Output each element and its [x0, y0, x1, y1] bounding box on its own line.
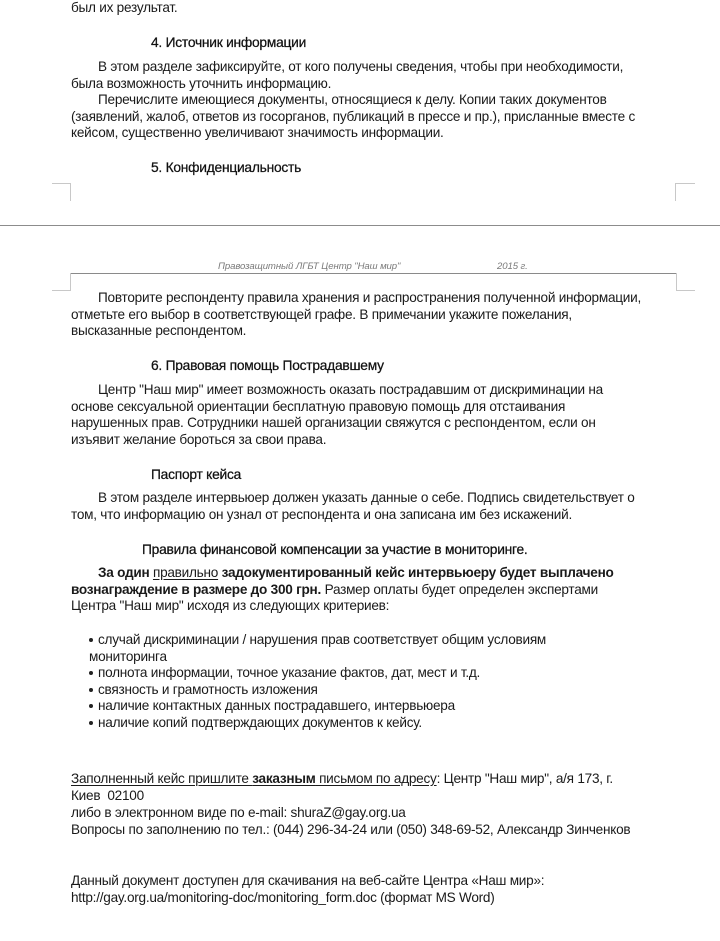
text-fragment: Заполненный кейс пришлите [71, 771, 253, 786]
section-6-body [71, 382, 675, 448]
list-item: полнота информации, точное указание фактов, дат, мест и т.д. [71, 665, 591, 682]
criteria-list [71, 632, 591, 732]
text-fragment: задокументированный кейс интервьюеру будет выплачено [218, 565, 614, 580]
page-break-separator [0, 225, 720, 226]
page-header-rule [70, 273, 677, 274]
text-line: Центр "Наш мир" имеет возможность оказать пострадавшим от дискриминации на [98, 382, 603, 397]
margin-corner-mark [675, 183, 695, 201]
phones-line: Вопросы по заполнению по тел.: (044) 296-34-24 или (050) 348-69-52, Александр Зинченков [71, 822, 631, 837]
text-fragment: Размер оплаты будет определен экспертами [321, 581, 598, 597]
page-header-year: 2015 г. [497, 261, 528, 272]
list-item: наличие контактных данных пострадавшего, интервьюера [71, 698, 591, 715]
bullet-icon [89, 688, 93, 692]
text-line: кейсом, существенно увеличивают значимость информации. [71, 125, 444, 141]
page-header-organization: Правозащитный ЛГБТ Центр "Наш мир" [218, 261, 401, 272]
email-line[interactable]: либо в электронном виде по e-mail: shuraZ@gay.org.ua [71, 805, 406, 820]
margin-corner-mark [52, 273, 71, 291]
text-line: была возможность уточнить информацию. [71, 75, 332, 91]
bullet-icon [89, 704, 93, 708]
text-line: изъявит желание бороться за свои права. [71, 431, 327, 447]
section-5-body [71, 290, 675, 340]
passport-body [71, 490, 675, 523]
text-line: Перечислите имеющиеся документы, относящиеся к делу. Копии таких документов [98, 92, 607, 107]
text-line: (заявлений, жалоб, ответов из госорганов, публикаций в прессе и пр.), присланные вместе с [71, 108, 635, 124]
previous-paragraph-tail: был их результат. [71, 0, 178, 15]
section-4-heading: 4. Источник информации [151, 35, 307, 50]
margin-corner-mark [676, 273, 695, 291]
contacts-block [71, 770, 691, 838]
download-link[interactable]: http://gay.org.ua/monitoring-doc/monitoring_form.doc (формат MS Word) [71, 890, 495, 905]
text-line: Повторите респонденту правила хранения и распространения полученной информации, [98, 290, 642, 305]
bullet-icon [89, 671, 93, 675]
list-item: случай дискриминации / нарушения прав соответствует общим условиям мониторинга [89, 632, 547, 664]
compensation-body [71, 565, 675, 615]
underlined-word: правильно [152, 565, 219, 580]
registered-mail-emphasis: заказным [252, 771, 316, 786]
text-line: высказанные респондентом. [71, 323, 247, 339]
text-fragment: письмом по адресу [315, 771, 437, 786]
postal-city: Киев 02100 [71, 788, 144, 803]
text-line: Данный документ доступен для скачивания на веб-сайте Центра «Наш мир»: [71, 873, 545, 888]
margin-corner-mark [52, 183, 71, 201]
passport-heading: Паспорт кейса [151, 467, 242, 482]
text-line: В этом разделе интервьюер должен указать данные о себе. Подпись свидетельствует о [98, 490, 635, 505]
compensation-heading: Правила финансовой компенсации за участие в мониторинге. [142, 542, 528, 557]
postal-address: : Центр "Наш мир", а/я 173, г. [436, 771, 613, 786]
text-line: отметьте его выбор в соответствующей графе. В примечании укажите пожелания, [71, 306, 572, 322]
list-item: наличие копий подтверждающих документов к кейсу. [71, 715, 591, 732]
text-line: том, что информацию он узнал от респондента и она записана им без искажений. [71, 506, 573, 522]
reward-amount: вознаграждение в размере до 300 грн. [71, 581, 322, 597]
section-6-heading: 6. Правовая помощь Пострадавшему [151, 358, 384, 373]
section-4-paragraph-2 [71, 92, 675, 142]
list-item: связность и грамотность изложения [71, 682, 591, 699]
text-fragment: За один [98, 565, 153, 580]
bullet-icon [89, 638, 93, 642]
text-line: основе сексуальной ориентации бесплатную правовую помощь для отстаивания [71, 398, 566, 414]
text-line: Центра "Наш мир" исходя из следующих критериев: [71, 598, 390, 614]
download-note [71, 872, 691, 906]
section-4-paragraph-1 [71, 59, 675, 92]
section-5-heading: 5. Конфиденциальность [151, 160, 302, 175]
bullet-icon [89, 721, 93, 725]
text-line: нарушенных прав. Сотрудники нашей организации свяжутся с респондентом, если он [71, 415, 596, 431]
text-line: В этом разделе зафиксируйте, от кого получены сведения, чтобы при необходимости, [98, 59, 624, 74]
